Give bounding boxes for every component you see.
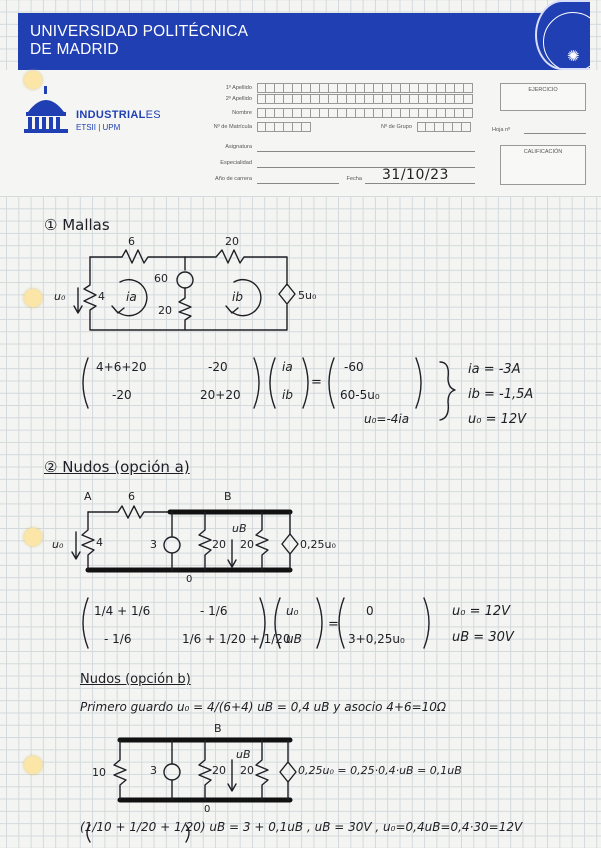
problem1-title: ① Mallas	[44, 216, 110, 234]
c1-u0: u₀	[54, 290, 66, 303]
m2-result-u0: u₀ = 12V	[452, 604, 511, 619]
university-name-line2: DE MADRID	[30, 41, 119, 58]
m2-a11: 1/4 + 1/6	[94, 604, 151, 618]
c1-r-left: 4	[98, 290, 105, 303]
c2-u0: u₀	[52, 538, 64, 551]
c2-current-src: 3	[150, 538, 157, 551]
label-hoja: Hoja nº	[492, 127, 511, 133]
label-grupo: Nº de Grupo	[381, 124, 412, 130]
m1-result-u0: u₀ = 12V	[468, 412, 527, 427]
c2-node-a: A	[84, 490, 92, 503]
circuit-nudos-a	[72, 506, 298, 570]
c1-source-mid: 60	[154, 272, 168, 285]
m2-a12: - 1/6	[200, 604, 228, 618]
problem2b-line1: Primero guardo u₀ = 4/(6+4) uB = 0,4 uB y asocio 4+6=10Ω	[80, 700, 447, 714]
m2-a21: - 1/6	[104, 632, 132, 646]
c2-r1: 20	[212, 538, 226, 551]
circuit-mallas	[74, 250, 295, 330]
c2-dep-src: 0,25u₀	[300, 538, 336, 551]
school-subtitle: ETSII | UPM	[76, 123, 121, 132]
m1-a12: -20	[208, 360, 228, 374]
problem2-title: ② Nudos (opción a)	[44, 458, 190, 476]
m2-b2: 3+0,25u₀	[348, 632, 405, 646]
m1-equals: =	[311, 375, 322, 390]
m2-b1: 0	[366, 604, 374, 618]
c1-r-mid: 20	[158, 304, 172, 317]
c3-r1: 20	[212, 764, 226, 777]
label-apellido1: 1º Apellido	[225, 85, 252, 91]
c2-r2: 20	[240, 538, 254, 551]
c2-node-0: 0	[186, 574, 193, 585]
c2-ub: uB	[232, 522, 247, 535]
school-name: INDUSTRIALES	[76, 109, 161, 121]
m1-a11: 4+6+20	[96, 360, 147, 374]
c2-r-left: 4	[96, 536, 103, 549]
problem2b-title: Nudos (opción b)	[80, 672, 191, 687]
c2-r-top: 6	[128, 490, 135, 503]
c3-current-src: 3	[150, 764, 157, 777]
label-anio: Año de carrera	[214, 176, 252, 182]
label-fecha: Fecha	[346, 176, 362, 182]
m2-result-ub: uB = 30V	[452, 630, 514, 645]
fecha-value: 31/10/23	[382, 167, 449, 183]
m1-a21: -20	[112, 388, 132, 402]
circuit-nudos-b	[114, 740, 296, 800]
m2-equals: =	[328, 617, 339, 632]
c1-source-right: 5u₀	[298, 289, 317, 302]
m2-x2: uB	[286, 632, 302, 646]
c1-r-top-right: 20	[225, 235, 239, 248]
c3-ub: uB	[236, 748, 251, 761]
m1-x1: ia	[282, 360, 293, 374]
m1-b1: -60	[344, 360, 364, 374]
c3-node-0: 0	[204, 804, 211, 815]
c3-r2: 20	[240, 764, 254, 777]
m2-x1: u₀	[286, 604, 299, 618]
calificacion-label: CALIFICACIÓN	[523, 149, 563, 155]
c3-node-b: B	[214, 722, 222, 735]
m1-extra: u₀=-4ia	[364, 412, 410, 426]
university-seal-logo: ✺	[535, 0, 590, 70]
label-especialidad: Especialidad	[220, 160, 252, 166]
problem2b-final: (1/10 + 1/20 + 1/20) uB = 3 + 0,1uB , uB = 30V , u₀=0,4uB=0,4·30=12V	[80, 820, 523, 834]
ejercicio-label: EJERCICIO	[528, 87, 558, 93]
label-apellido2: 2º Apellido	[225, 96, 252, 102]
university-name-line1: UNIVERSIDAD POLITÉCNICA	[30, 23, 249, 40]
label-nombre: Nombre	[232, 110, 252, 116]
c3-dep-src: 0,25u₀ = 0,25·0,4·uB = 0,1uB	[298, 764, 462, 777]
c1-ia: ia	[126, 290, 137, 304]
label-matricula: Nº de Matrícula	[213, 124, 252, 130]
c1-ib: ib	[232, 290, 243, 304]
c2-node-b: B	[224, 490, 232, 503]
c3-r-left: 10	[92, 766, 106, 779]
m2-a22: 1/6 + 1/20 + 1/20	[182, 632, 291, 646]
c1-r-top-left: 6	[128, 235, 135, 248]
m1-result-ia: ia = -3A	[468, 362, 521, 377]
m1-x2: ib	[282, 388, 293, 402]
m1-b2: 60-5u₀	[340, 388, 380, 402]
label-asignatura: Asignatura	[225, 144, 252, 150]
m1-result-ib: ib = -1,5A	[468, 387, 534, 402]
m1-a22: 20+20	[200, 388, 241, 402]
